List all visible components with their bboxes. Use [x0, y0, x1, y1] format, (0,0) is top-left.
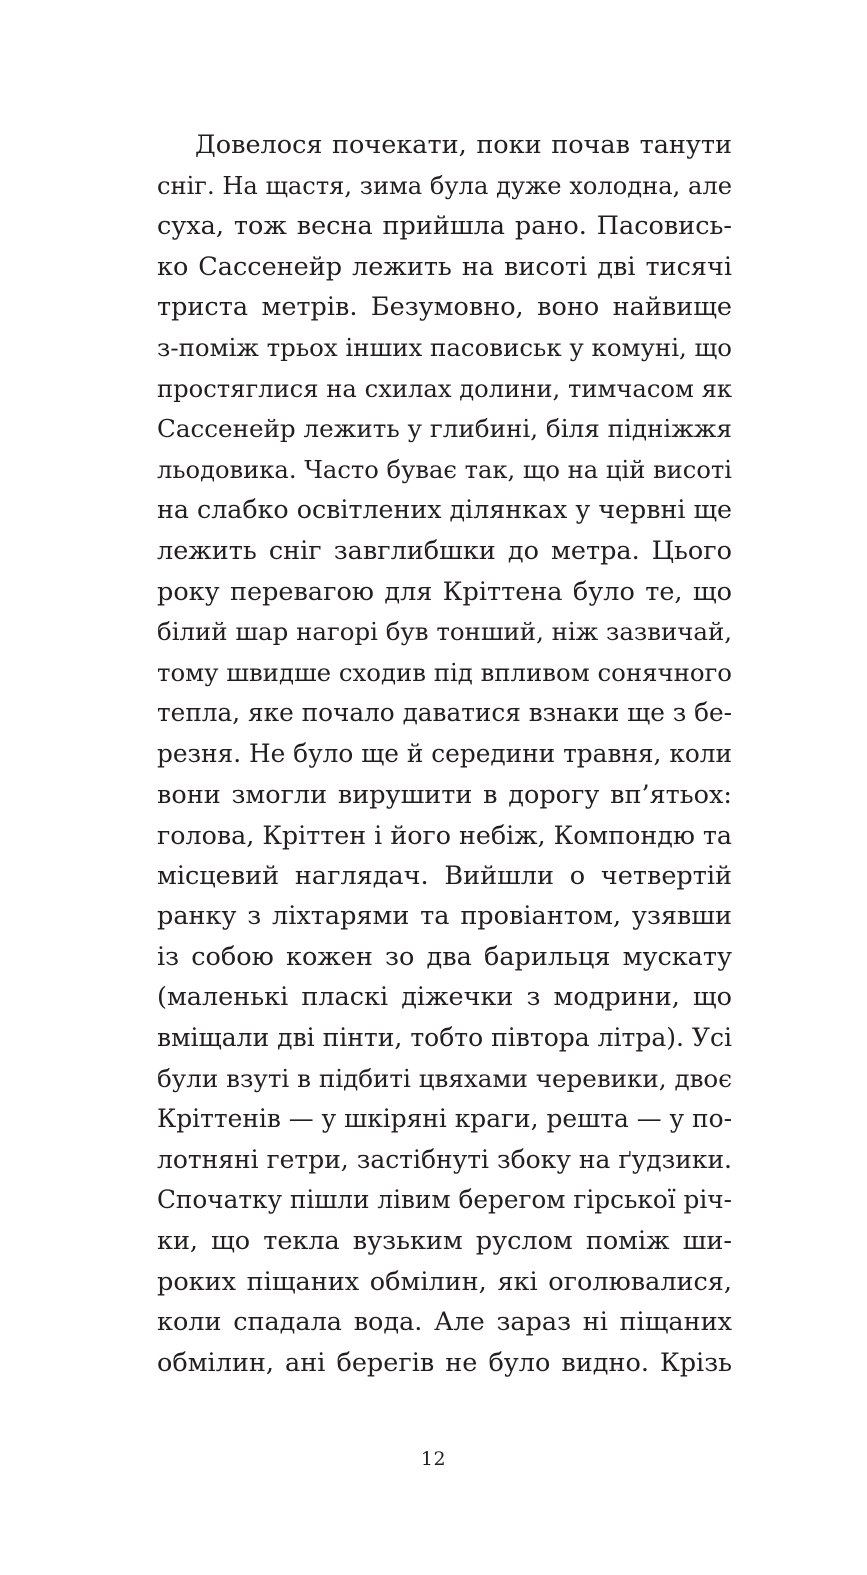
text-line: (маленькі пласкі діжечки з модрини, що: [157, 982, 732, 1013]
text-line: лотняні гетри, застібнуті збоку на ґудзики.: [157, 1144, 732, 1174]
text-line: роких піщаних обмілин, які оголювалися,: [157, 1266, 732, 1297]
text-line: ки, що текла вузьким руслом поміж ши-: [157, 1226, 732, 1257]
text-line: голова, Кріттен і його небіж, Компондю та: [157, 820, 733, 851]
text-line: Довелося почекати, поки почав танути: [195, 130, 732, 160]
text-line: вміщали дві пінти, тобто півтора літра). Усі: [157, 1023, 732, 1053]
text-line: на слабко освітлених ділянках у червні ще: [157, 495, 732, 525]
text-line: вони змогли вирушити в дорогу вп’ятьох:: [157, 779, 732, 810]
body-text: [157, 125, 732, 1383]
text-line: ранку з ліхтарями та провіантом, узявши: [157, 901, 732, 932]
text-line: льодовика. Часто буває так, що на цій висоті: [157, 455, 732, 484]
text-line: тепла, яке почало даватися взнаки ще з бе-: [157, 698, 732, 728]
text-line: з-поміж трьох інших пасовиськ у комуні, що: [157, 332, 732, 362]
text-line: простяглися на схилах долини, тимчасом як: [157, 374, 732, 403]
text-line: Кріттенів — у шкіряні краги, решта — у по-: [157, 1104, 732, 1134]
page-number: 12: [420, 1448, 447, 1470]
text-line: суха, тож весна прийшла рано. Пасовись-: [157, 211, 732, 242]
text-line: ко Сассенейр лежить на висоті дві тисячі: [157, 251, 732, 282]
text-line: року перевагою для Кріттена було те, що: [157, 576, 732, 607]
text-line: білий шар нагорі був тонший, ніж зазвичай,: [157, 617, 732, 647]
text-line: Сассенейр лежить у глибині, біля підніжжя: [157, 414, 732, 444]
text-line: тому швидше сходив під впливом сонячного: [157, 657, 732, 687]
text-line: Спочатку пішли лівим берегом гірської річ-: [157, 1185, 732, 1215]
text-line: із собою кожен зо два барильця мускату: [157, 941, 732, 972]
text-line: лежить сніг завглибшки до метра. Цього: [157, 535, 732, 566]
text-line: триста метрів. Безумовно, воно найвище: [157, 292, 732, 323]
text-line: були взуті в підбиті цвяхами черевики, двоє: [157, 1063, 732, 1093]
text-line: резня. Не було ще й середини травня, коли: [157, 738, 732, 768]
text-line: місцевий наглядач. Вийшли о четвертій: [157, 860, 732, 891]
text-line: коли спадала вода. Але зараз ні піщаних: [157, 1307, 732, 1338]
text-line: сніг. На щастя, зима була дуже холодна, але: [157, 171, 732, 200]
text-line: обмілин, ані берегів не було видно. Крізь: [157, 1347, 732, 1378]
